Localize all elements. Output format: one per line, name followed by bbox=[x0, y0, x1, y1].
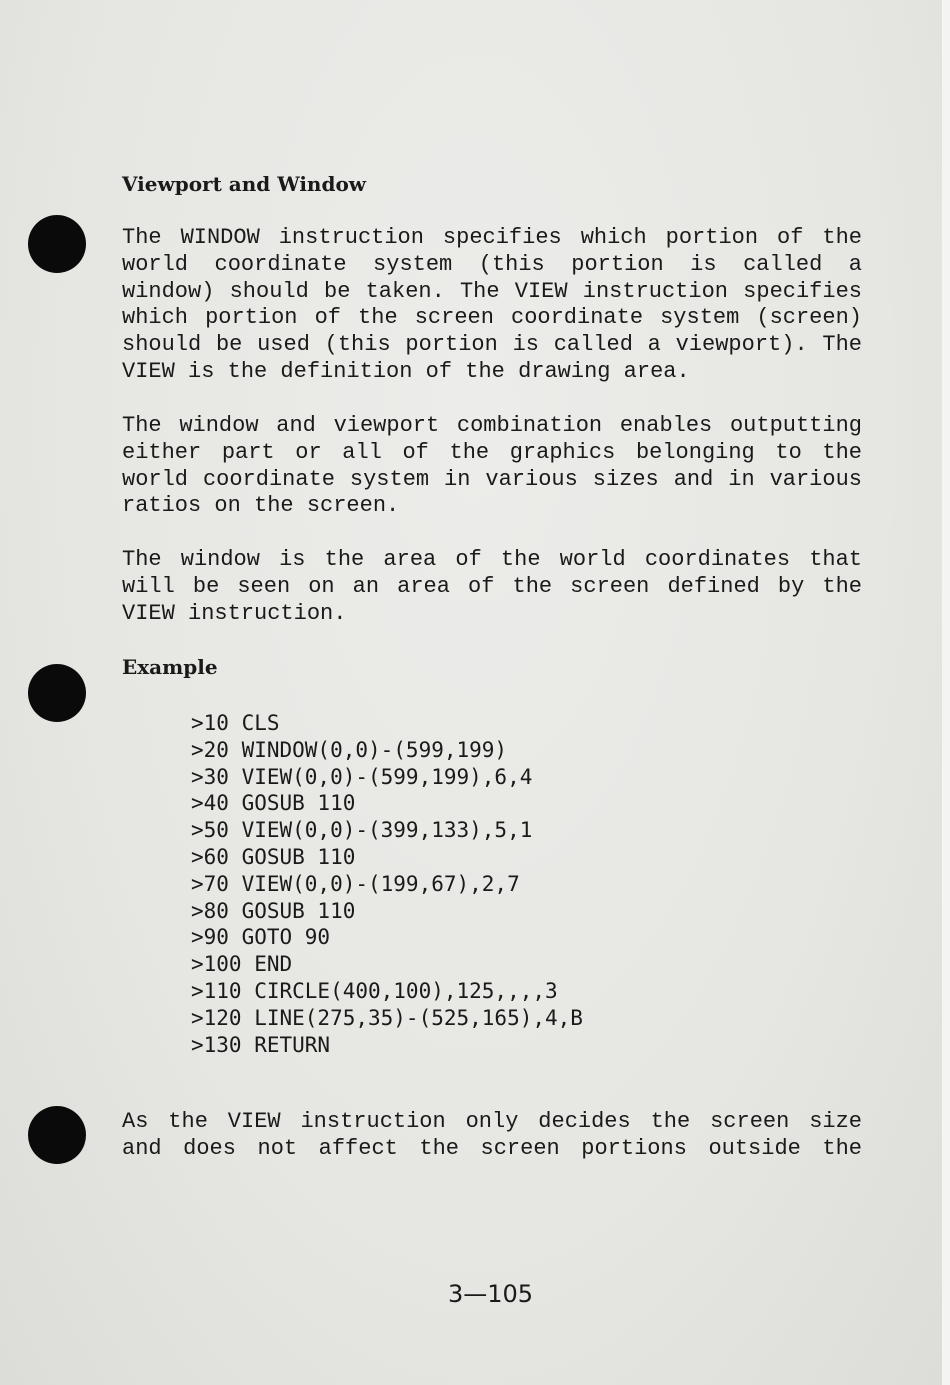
text-line: The window is the area of the world coordinates that bbox=[122, 547, 862, 572]
text-line: ratios on the screen. bbox=[122, 493, 400, 519]
binder-hole-top bbox=[28, 215, 86, 273]
code-line: >20 WINDOW(0,0)-(599,199) bbox=[191, 737, 508, 762]
code-line: >50 VIEW(0,0)-(399,133),5,1 bbox=[191, 818, 533, 843]
code-line: >60 GOSUB 110 bbox=[191, 844, 356, 869]
code-line: >10 CLS bbox=[191, 711, 280, 735]
paragraph-2 bbox=[122, 413, 862, 520]
section-heading: Viewport and Window bbox=[122, 172, 367, 196]
code-line: >120 LINE(275,35)-(525,165),4,B bbox=[191, 1005, 583, 1030]
code-line: >100 END bbox=[191, 952, 293, 977]
text-line: either part or all of the graphics belonging to the bbox=[122, 439, 862, 465]
paragraph-3 bbox=[122, 547, 862, 627]
closing-paragraph bbox=[122, 1109, 862, 1163]
text-line: world coordinate system in various sizes and in various bbox=[122, 466, 862, 492]
code-line: >70 VIEW(0,0)-(199,67),2,7 bbox=[191, 871, 520, 896]
page-number: 3—105 bbox=[448, 1280, 534, 1308]
text-line: will be seen on an area of the screen defined by the bbox=[122, 573, 862, 599]
text-line: world coordinate system (this portion is called a bbox=[122, 251, 862, 277]
example-heading: Example bbox=[122, 655, 218, 679]
text-line: The WINDOW instruction specifies which portion of the bbox=[122, 225, 862, 250]
page-edge bbox=[942, 0, 950, 1385]
binder-hole-middle bbox=[28, 664, 86, 722]
code-line: >90 GOTO 90 bbox=[191, 925, 331, 950]
text-line: VIEW instruction. bbox=[122, 600, 347, 626]
code-line: >40 GOSUB 110 bbox=[191, 791, 356, 816]
code-line: >110 CIRCLE(400,100),125,,,,3 bbox=[191, 978, 558, 1003]
text-line: which portion of the screen coordinate system (screen) bbox=[122, 305, 862, 331]
code-line: >130 RETURN bbox=[191, 1032, 331, 1057]
text-line: VIEW is the definition of the drawing area. bbox=[122, 358, 690, 384]
paragraph-1 bbox=[122, 225, 862, 386]
binder-hole-bottom bbox=[28, 1106, 86, 1164]
text-line: and does not affect the screen portions outside the bbox=[122, 1135, 862, 1161]
text-line: The window and viewport combination enables outputting bbox=[122, 413, 862, 438]
code-line: >80 GOSUB 110 bbox=[191, 898, 356, 923]
text-line: window) should be taken. The VIEW instruction specifies bbox=[122, 278, 862, 304]
text-line: As the VIEW instruction only decides the screen size bbox=[122, 1109, 862, 1134]
code-listing bbox=[191, 710, 583, 1058]
text-line: should be used (this portion is called a viewport). The bbox=[122, 332, 862, 358]
code-line: >30 VIEW(0,0)-(599,199),6,4 bbox=[191, 764, 533, 789]
